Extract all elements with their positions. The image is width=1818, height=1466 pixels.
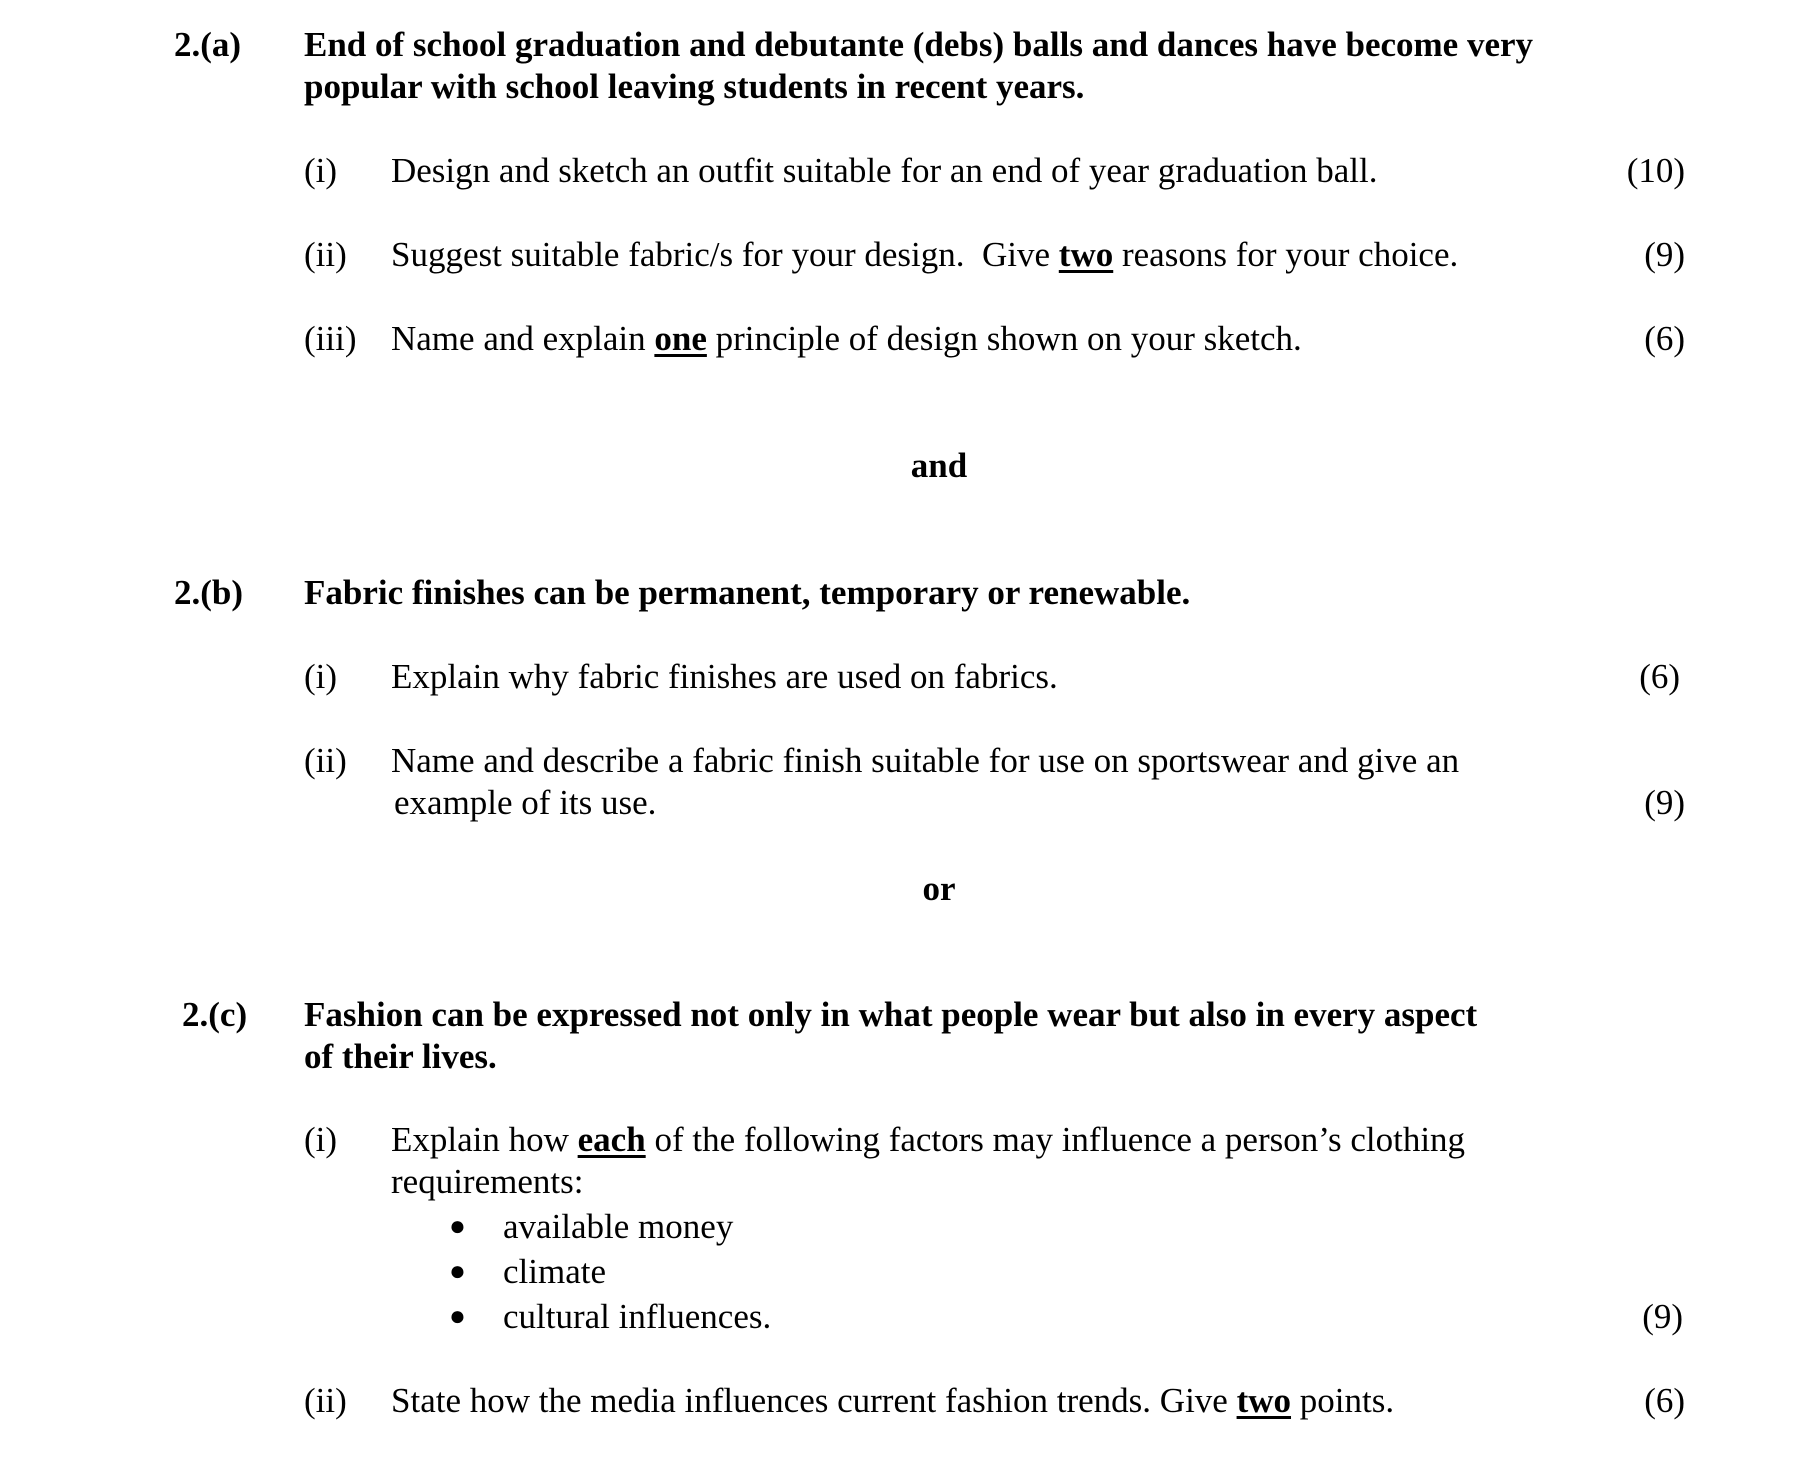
bullet-icon: ● <box>449 1211 466 1242</box>
part-label: (i) <box>304 657 338 696</box>
question-number: 2.(b) <box>174 573 244 612</box>
part-label: (ii) <box>304 235 347 274</box>
question-stem: Fabric finishes can be permanent, temporary or renewable. <box>304 573 1191 612</box>
marks: (6) <box>1639 657 1680 696</box>
bullet-icon: ● <box>449 1256 466 1287</box>
question-stem: End of school graduation and debutante (debs) balls and dances have become very <box>304 25 1534 64</box>
question-stem: of their lives. <box>304 1037 497 1076</box>
marks: (6) <box>1644 319 1685 358</box>
part-label: (iii) <box>304 319 357 358</box>
part-text: Name and describe a fabric finish suitable for use on sportswear and give an <box>391 741 1460 780</box>
part-text-continued: requirements: <box>391 1162 584 1201</box>
marks: (6) <box>1644 1381 1685 1420</box>
question-stem: Fashion can be expressed not only in what people wear but also in every aspect <box>304 995 1478 1034</box>
emphasis: two <box>1236 1381 1292 1420</box>
part-text: Explain how each of the following factors may influence a person’s clothing <box>391 1120 1466 1159</box>
part-label: (ii) <box>304 1381 347 1420</box>
emphasis: one <box>654 319 707 358</box>
part-text: Suggest suitable fabric/s for your design. Give two reasons for your choice. <box>391 235 1459 274</box>
connector-or: or <box>922 869 956 908</box>
part-text-continued: example of its use. <box>394 783 657 822</box>
list-item: climate <box>503 1252 607 1291</box>
question-stem: popular with school leaving students in recent years. <box>304 67 1085 106</box>
emphasis: each <box>577 1120 646 1159</box>
connector-and: and <box>910 446 968 485</box>
part-text: State how the media influences current fashion trends. Give two points. <box>391 1381 1395 1420</box>
marks: (9) <box>1644 783 1685 822</box>
question-number: 2.(a) <box>174 25 242 64</box>
part-text: Design and sketch an outfit suitable for an end of year graduation ball. <box>391 151 1378 190</box>
question-number: 2.(c) <box>182 995 248 1034</box>
bullet-icon: ● <box>449 1301 466 1332</box>
list-item: cultural influences. <box>503 1297 772 1336</box>
part-label: (ii) <box>304 741 347 780</box>
marks: (9) <box>1642 1297 1683 1336</box>
part-text: Name and explain one principle of design shown on your sketch. <box>391 319 1302 358</box>
marks: (9) <box>1644 235 1685 274</box>
part-text: Explain why fabric finishes are used on fabrics. <box>391 657 1058 696</box>
part-label: (i) <box>304 151 338 190</box>
marks: (10) <box>1626 151 1685 190</box>
part-label: (i) <box>304 1120 338 1159</box>
list-item: available money <box>503 1207 734 1246</box>
emphasis: two <box>1058 235 1114 274</box>
